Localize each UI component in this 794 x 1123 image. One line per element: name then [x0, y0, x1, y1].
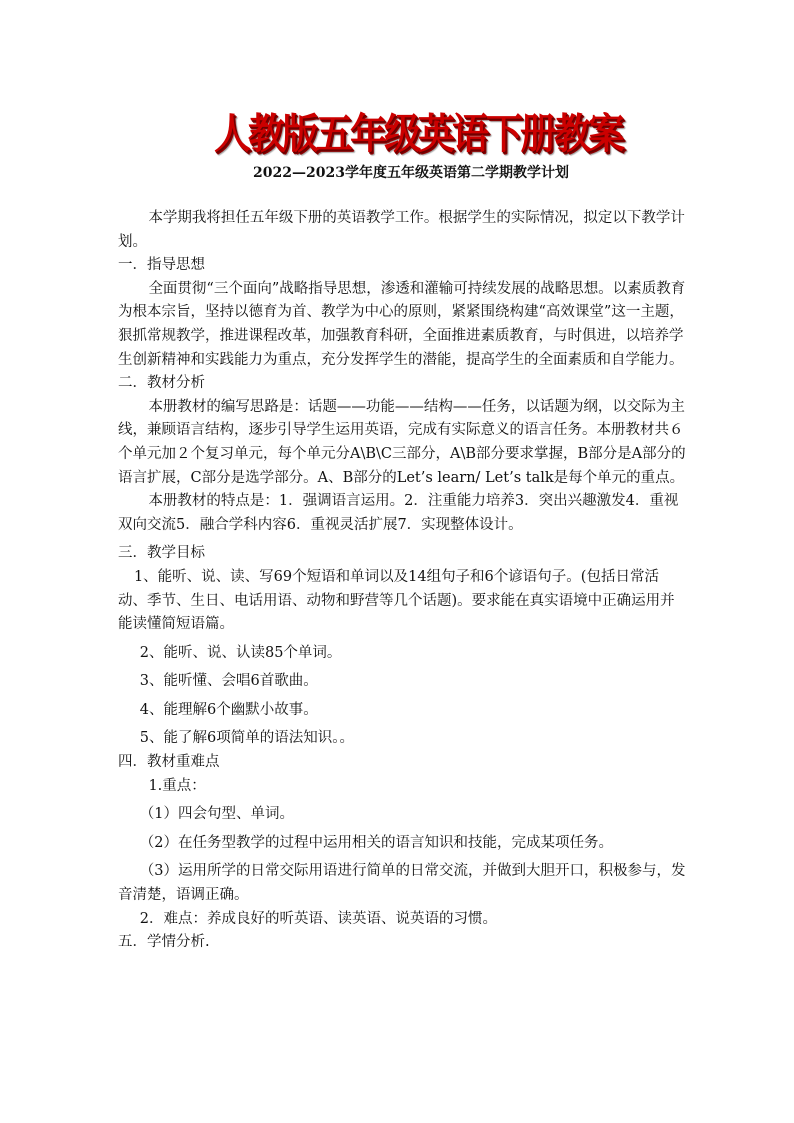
section-3-item-3: 3、能听懂、会唱6首歌曲。 — [139, 673, 318, 690]
section-4-heading: 四．教材重难点 — [118, 754, 220, 771]
section-4-difficult: 2．难点：养成良好的听英语、读英语、说英语的习惯。 — [139, 910, 497, 927]
section-2-paragraph-2: 本册教材的特点是：1．强调语言运用。2．注重能力培养3．突出兴趣激发4．重视双向交流5．融合学科内容6．重视灵活扩展7．实现整体设计。 — [118, 493, 679, 533]
document-title: 人教版五年级英语下册教案 — [214, 108, 622, 159]
section-4-key-1: （1）四会句型、单词。 — [139, 806, 294, 823]
section-2-heading: 二．教材分析 — [118, 375, 205, 392]
section-3-item-4: 4、能理解6个幽默小故事。 — [139, 701, 318, 718]
section-1-paragraph: 全面贯彻“三个面向”战略指导思想，渗透和灌输可持续发展的战略思想。以素质教育为根本宗旨，坚持以德育为首、教学为中心的原则，紧紧围绕构建“高效课堂”这一主题，狠抓常规教学，推进课程改革，加强教育科研，全面推进素质教育，与时俱进，以培养学生创新精神和实践能力为重点，充分发挥学生的潜能，提高学生的全面素质和自学能力。 — [118, 280, 686, 368]
section-4-key-3: （3）运用所学的日常交际用语进行简单的日常交流，并做到大胆开口，积极参与，发音清楚，语调正确。 — [118, 863, 686, 904]
section-3-item-1: 1、能听、说、读、写69个短语和单词以及14组句子和6个谚语句子。(包括日常活动、季节、生日、电话用语、动物和野营等几个话题)。要求能在真实语境中正确运用并能读懂简短语篇。 — [118, 568, 675, 633]
section-5-heading: 五．学情分析. — [118, 934, 210, 951]
section-1-heading: 一．指导思想 — [118, 257, 205, 274]
section-4-key-2: （2）在任务型教学的过程中运用相关的语言知识和技能，完成某项任务。 — [139, 834, 613, 851]
section-3-item-5: 5、能了解6项简单的语法知识。。 — [139, 730, 354, 747]
intro-paragraph: 本学期我将担任五年级下册的英语教学工作。根据学生的实际情况，拟定以下教学计划。 — [118, 210, 685, 250]
document-body — [118, 207, 686, 955]
document-subtitle: 2022—2023学年度五年级英语第二学期教学计划 — [253, 165, 569, 181]
section-3-item-2: 2、能听、说、认读85个单词。 — [139, 644, 342, 661]
section-2-paragraph-1: 本册教材的编写思路是：话题——功能——结构——任务，以话题为纲，以交际为主线，兼顾语言结构，逐步引导学生运用英语，完成有实际意义的语言任务。本册教材共６个单元加２个复习单元，每个单元分A\B\C三部分，A\B部分要求掌握，B部分是A部分的语言扩展，C部分是选学部分。A、B部分的Let’s learn/ Let’s talk是每个单元的重点。 — [118, 398, 686, 486]
section-3-heading: 三．教学目标 — [118, 545, 205, 562]
section-4-key-label: 1.重点： — [148, 777, 206, 794]
